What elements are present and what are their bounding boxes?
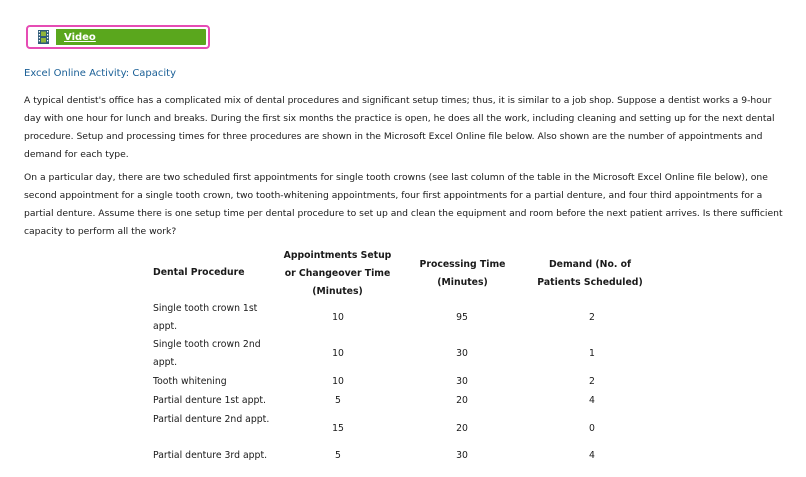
table-row-demand: 4 (589, 395, 595, 406)
header-processing-time: Processing Time (Minutes) (419, 259, 506, 288)
header-setup-time: Appointments Setup or Changeover Time (Minutes) (283, 250, 392, 297)
table-row-setup: 10 (332, 348, 344, 359)
video-button-label: Video (64, 31, 96, 43)
table-row-demand: 2 (589, 376, 595, 387)
table-row-processing: 20 (456, 395, 468, 406)
film-strip-icon (30, 29, 56, 45)
table-row-procedure: Single tooth crown 1st appt. (153, 303, 258, 332)
table-row-demand: 1 (589, 348, 595, 359)
table-row-processing: 30 (456, 376, 468, 387)
table-row-demand: 2 (589, 312, 595, 323)
table-row-processing: 20 (456, 423, 468, 434)
video-button-fill (30, 29, 206, 45)
table-row-setup: 5 (335, 450, 341, 461)
intro-paragraph: A typical dentist's office has a complicated mix of dental procedures and significant setup times; thus, it is similar to a job shop. Suppose a dentist works a 9-hour day with one hour for lunch and breaks. During the first six months the practice is open, he does all the work, including cleaning and setting up for the next dental procedure. Setup and processing times for three procedures are shown in the Microsoft Excel Online file below. Also shown are the number of appointments and demand for each type. (24, 95, 775, 160)
table-row-procedure: Partial denture 1st appt. (153, 395, 266, 406)
table-row-setup: 10 (332, 376, 344, 387)
table-row-demand: 0 (589, 423, 595, 434)
header-dental-procedure: Dental Procedure (153, 267, 245, 278)
table-row-setup: 10 (332, 312, 344, 323)
activity-title: Excel Online Activity: Capacity (24, 68, 177, 79)
table-row-processing: 95 (456, 312, 468, 323)
header-demand: Demand (No. of Patients Scheduled) (537, 259, 643, 288)
table-row-setup: 15 (332, 423, 344, 434)
table-row-procedure: Tooth whitening (153, 376, 227, 387)
table-row-processing: 30 (456, 348, 468, 359)
table-row-procedure: Partial denture 2nd appt. (153, 414, 270, 425)
video-button[interactable] (26, 25, 210, 49)
scenario-paragraph: On a particular day, there are two scheduled first appointments for single tooth crowns (see last column of the table in the Microsoft Excel Online file below), one second appointment for a single tooth crown, two tooth-whitening appointments, four first appointments for a partial denture, and four third appointments for a partial denture. Assume there is one setup time per dental procedure to set up and clean the equipment and room before the next patient arrives. Is there sufficient capacity to perform all the work? (24, 172, 783, 237)
table-row-processing: 30 (456, 450, 468, 461)
table-row-demand: 4 (589, 450, 595, 461)
table-row-procedure: Single tooth crown 2nd appt. (153, 339, 261, 368)
table-row-procedure: Partial denture 3rd appt. (153, 450, 268, 461)
table-row-setup: 5 (335, 395, 341, 406)
